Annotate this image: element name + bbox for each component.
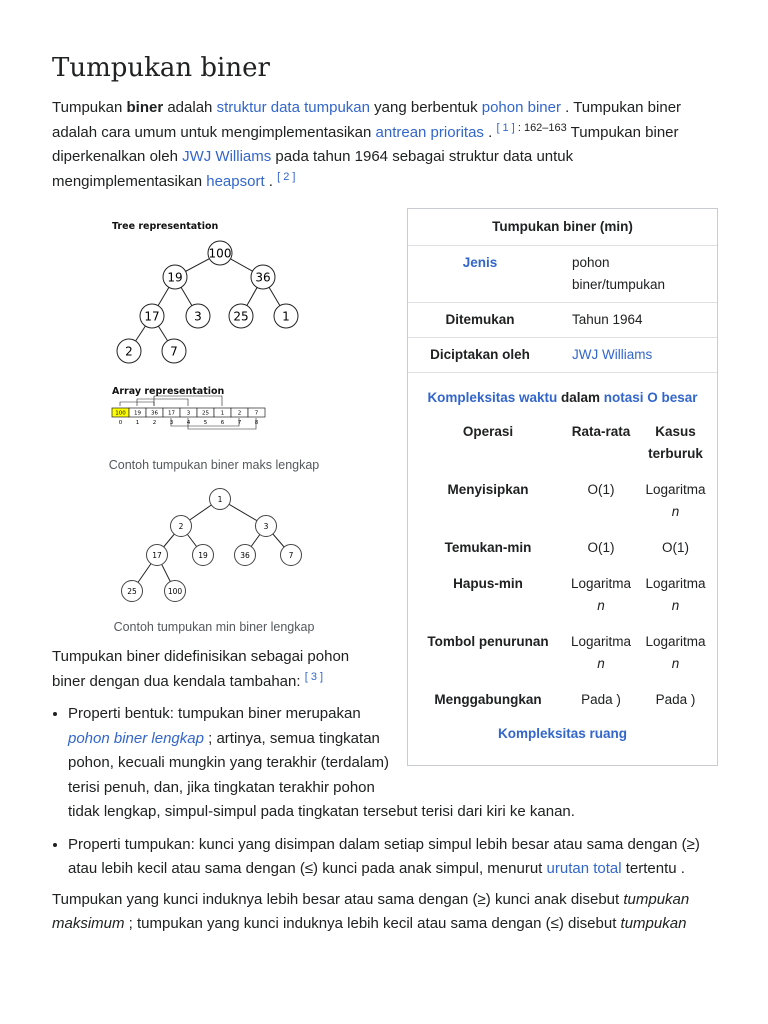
reference-1[interactable]: [ 1 ] [496,121,515,134]
complexity-row: Temukan-min O(1) O(1) [444,540,689,555]
header-rata-rata: Rata-rata [571,424,631,439]
tree-node [256,516,277,537]
tree-node [147,545,168,566]
svg-text:17: 17 [144,309,160,324]
svg-text:3: 3 [194,309,202,324]
infobox-value-jenis: pohon biner/tumpukan [572,255,666,292]
link-antrean-prioritas[interactable]: antrean prioritas [375,123,484,141]
tree-node [117,339,141,363]
svg-text:0: 0 [118,420,123,426]
tree-node [208,241,232,265]
figure-min-heap [100,482,330,642]
page-title: Tumpukan biner [52,53,270,83]
complexity-row: Menggabungkan Pada ) Pada ) [434,692,696,707]
tree-node [186,304,210,328]
svg-text:7: 7 [254,410,259,417]
complexity-row: Menyisipkan O(1) Logaritma n [447,482,706,519]
svg-text:3: 3 [186,410,191,417]
infobox-row-ditemukan [408,303,717,338]
definition-paragraph: Tumpukan biner didefinisikan sebagai pohon biner dengan dua kendala tambahan: [ 3 ] [52,648,350,690]
header-operasi: Operasi [462,424,514,439]
complexity-heading: Kompleksitas waktu dalam notasi O besar [427,390,698,405]
tree-node [162,339,186,363]
tree-node [193,545,214,566]
tree-node [140,304,164,328]
svg-text:4: 4 [186,420,191,426]
infobox-row-jenis [408,246,717,303]
list-item-shape-property: • Properti bentuk: tumpukan biner merupakan pohon biner lengkap ; artinya, semua tingkatan pohon, kecuali mungkin yang terakhir (terdalam) terisi penuh, dan, jika tingkatan terakhir pohon tidak lengkap, simpul-simpul pada tingkatan tersebut terisi dari kiri ke kanan. [68,702,717,825]
svg-text:36: 36 [151,410,158,417]
link-urutan-total[interactable]: urutan total [546,860,622,877]
header-kasus-terburuk: Kasus terburuk [648,424,703,461]
infobox-row-diciptakan [408,338,717,373]
svg-text:19: 19 [134,410,141,417]
svg-text:100: 100 [167,587,183,596]
complexity-row: Hapus-min Logaritma n Logaritma n [453,576,706,613]
svg-text:17: 17 [152,551,162,560]
min-heap-diagram [100,482,330,607]
tree-node [251,265,275,289]
link-kompleksitas-ruang[interactable]: Kompleksitas ruang [497,726,628,741]
intro-paragraph: Tumpukan biner adalah struktur data tumpukan yang berbentuk pohon biner . Tumpukan biner adalah cara umum untuk mengimplementasikan antrean prioritas . $^{[ 1 ] : 162-163}$ Tumpukan biner diperkenalkan oleh JWJ Williams pada tahun 1964 sebagai struktur data untuk mengimplementasikan heapsort . [ 2 ] [52,99,682,190]
min-heap-nodes [122,489,302,602]
figure-min-caption: Contoh tumpukan min biner lengkap [113,620,315,634]
svg-text:100: 100 [208,246,232,261]
tree-node [122,581,143,602]
array-representation-heading: Array representation [112,386,225,397]
link-struktur-data-tumpukan[interactable]: struktur data tumpukan [216,99,370,116]
tree-node [281,545,302,566]
svg-text:17: 17 [168,410,175,417]
reference-3[interactable]: [ 3 ] [304,670,324,683]
svg-text:25: 25 [233,309,249,324]
tree-node [210,489,231,510]
svg-text:5: 5 [203,420,208,426]
svg-text:1: 1 [282,309,290,324]
svg-text:8: 8 [254,420,259,426]
infobox-label-jenis-link[interactable]: Jenis [462,255,498,270]
link-notasi-o-besar[interactable]: notasi O besar [603,390,698,405]
link-kompleksitas-waktu[interactable]: Kompleksitas waktu [427,390,558,405]
svg-text:7: 7 [288,551,294,560]
infobox-label-ditemukan: Ditemukan [445,312,515,327]
max-heap-diagram [100,210,330,445]
link-jwj-williams[interactable]: JWJ Williams [182,148,272,165]
svg-text:19: 19 [198,551,208,560]
svg-text:2: 2 [125,344,133,359]
tree-node [235,545,256,566]
svg-text:7: 7 [237,420,242,426]
link-pohon-biner-lengkap[interactable]: pohon biner lengkap [68,729,204,747]
svg-text:3: 3 [263,522,269,531]
svg-text:6: 6 [220,420,225,426]
svg-text:7: 7 [170,344,178,359]
infobox-value-ditemukan: Tahun 1964 [572,312,643,327]
svg-text:100: 100 [115,410,126,417]
svg-text:1: 1 [217,495,223,504]
infobox-label-diciptakan: Diciptakan oleh [430,347,530,362]
svg-text:25: 25 [127,587,137,596]
tree-representation-heading: Tree representation [112,221,219,232]
array-cells [112,408,265,426]
tree-node [171,516,192,537]
heap-types-paragraph: Tumpukan yang kunci induknya lebih besar atau sama dengan (≥) kunci anak disebut tumpukan maksimum ; tumpukan yang kunci induknya lebih kecil atau sama dengan (≤) disebut tumpukan [52,890,690,932]
link-pohon-biner[interactable]: pohon biner [481,99,561,116]
reference-2[interactable]: [ 2 ] [277,170,296,183]
svg-text:36: 36 [255,270,271,285]
svg-text:2: 2 [178,522,184,531]
figure-max-caption: Contoh tumpukan biner maks lengkap [108,458,320,472]
svg-text:2: 2 [237,410,242,417]
tree-node [163,265,187,289]
svg-text:3: 3 [169,420,174,426]
svg-text:1: 1 [220,410,225,417]
svg-text:2: 2 [152,420,157,426]
infobox-title: Tumpukan biner (min) [408,209,717,246]
link-heapsort[interactable]: heapsort [206,172,265,190]
figure-max-heap [100,210,330,480]
tree-node [229,304,253,328]
complexity-header-row [408,417,717,469]
tree-node [165,581,186,602]
complexity-row: Tombol penurunan Logaritma n Logaritma n [427,634,706,671]
svg-text:19: 19 [167,270,183,285]
svg-text:1: 1 [135,420,140,426]
infobox-link-jwj-williams[interactable]: JWJ Williams [572,347,653,362]
list-item-heap-property: • Properti tumpukan: kunci yang disimpan dalam setiap simpul lebih besar atau sama dengan (≥) atau lebih kecil atau sama dengan (≤) kunci pada anak simpul, menurut urutan total tertentu . [68,833,717,882]
svg-text:25: 25 [202,410,209,417]
svg-text:36: 36 [240,551,250,560]
tree-node [274,304,298,328]
article-body [52,645,717,937]
